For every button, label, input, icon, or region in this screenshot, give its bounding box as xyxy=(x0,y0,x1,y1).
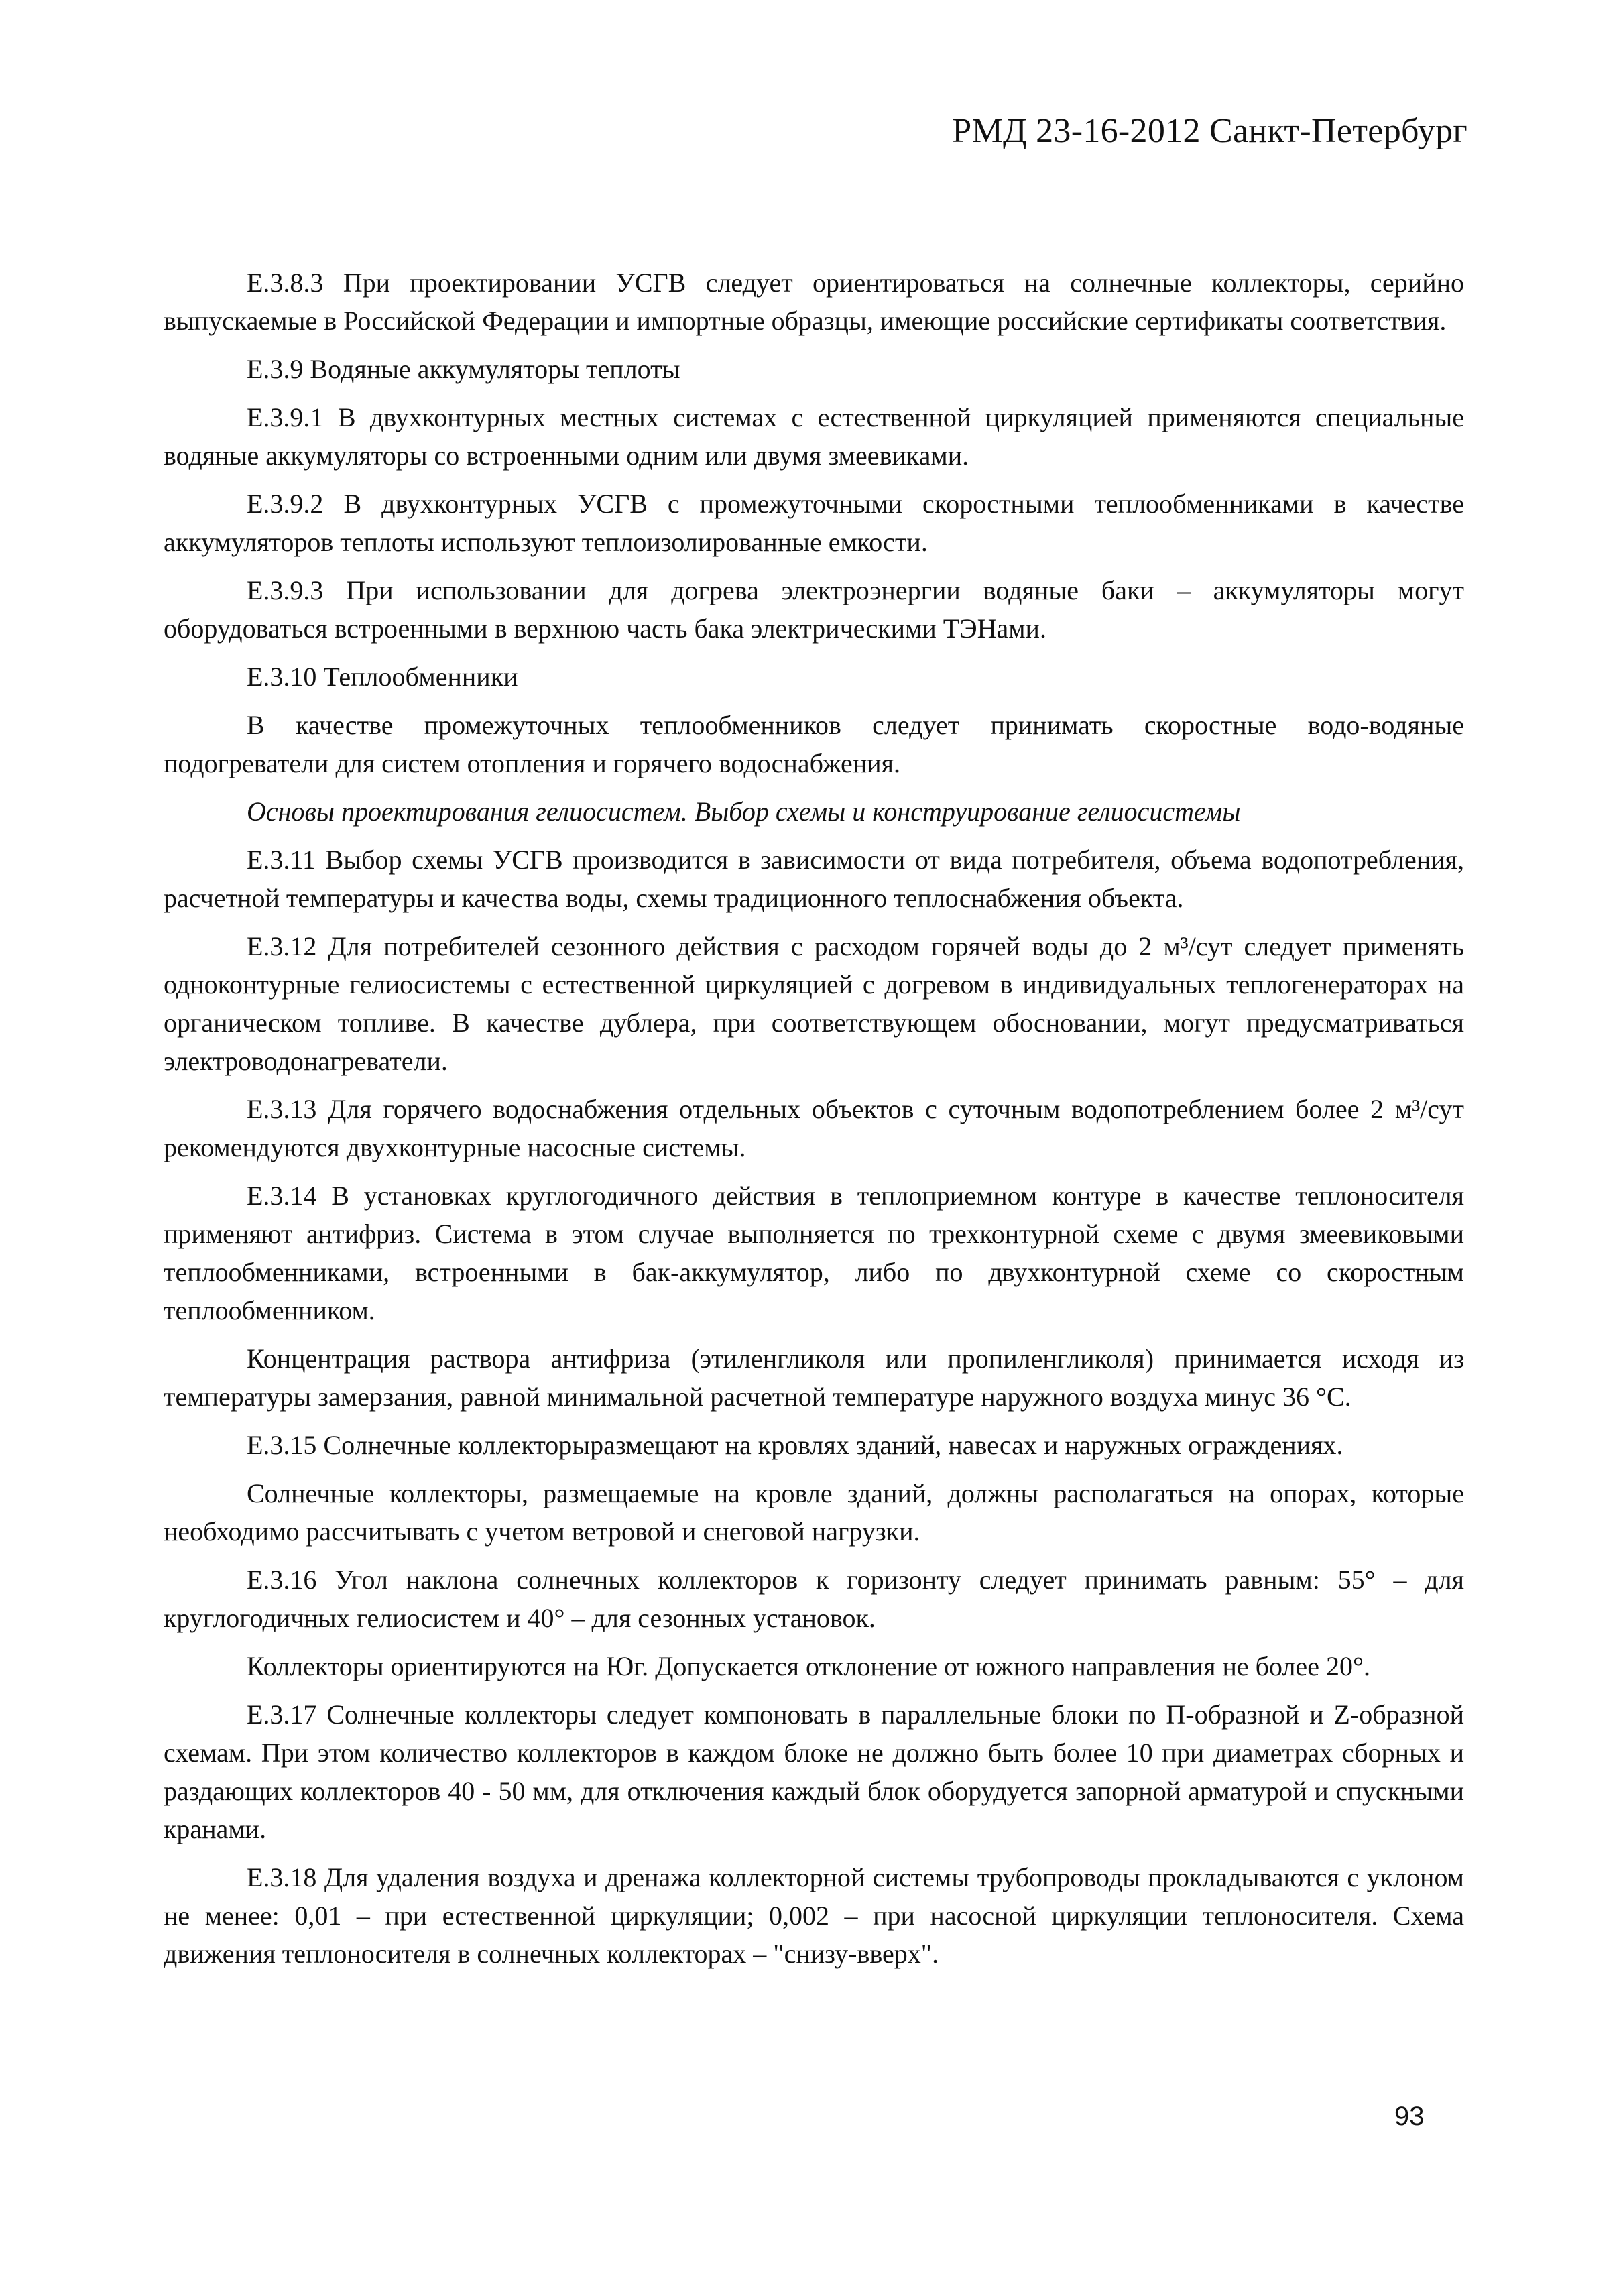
heading-e-3-9: Е.3.9 Водяные аккумуляторы теплоты xyxy=(247,354,680,384)
paragraph-e-3-16: Е.3.16 Угол наклона солнечных коллекторов к горизонту следует принимать равным: 55° – для круглогодичных гелиосистем и 40° – для сезонных установок. xyxy=(164,1565,1464,1633)
paragraph-roof-collectors: Солнечные коллекторы, размещаемые на кровле зданий, должны располагаться на опорах, которые необходимо рассчитывать с учетом ветровой и снеговой нагрузки. xyxy=(164,1478,1464,1547)
heading-e-3-10: Е.3.10 Теплообменники xyxy=(247,662,518,692)
paragraph-orientation: Коллекторы ориентируются на Юг. Допускается отклонение от южного направления не более 20°. xyxy=(247,1651,1370,1681)
paragraph-e-3-11: Е.3.11 Выбор схемы УСГВ производится в зависимости от вида потребителя, объема водопотребления, расчетной температуры и качества воды, схемы традиционного теплоснабжения объекта. xyxy=(164,845,1464,913)
paragraph-e-3-8-3: Е.3.8.3 При проектировании УСГВ следует ориентироваться на солнечные коллекторы, серийно выпускаемые в Российской Федерации и импортные образцы, имеющие российские сертификаты соответствия. xyxy=(164,267,1464,336)
paragraph-e-3-15: Е.3.15 Солнечные коллекторыразмещают на кровлях зданий, навесах и наружных ограждениях. xyxy=(247,1430,1343,1460)
paragraph-e-3-13: Е.3.13 Для горячего водоснабжения отдельных объектов с суточным водопотреблением более 2 м³/сут рекомендуются двухконтурные насосные системы. xyxy=(164,1094,1464,1162)
paragraph-antifreeze: Концентрация раствора антифриза (этиленгликоля или пропиленгликоля) принимается исходя из температуры замерзания, равной минимальной расчетной температуре наружного воздуха минус 36 °С. xyxy=(164,1343,1464,1412)
document-body xyxy=(164,263,1464,1983)
paragraph-e-3-12: Е.3.12 Для потребителей сезонного действия с расходом горячей воды до 2 м³/сут следует применять одноконтурные гелиосистемы с естественной циркуляцией с догревом в индивидуальных теплогенераторах на органическом топливе. В качестве дублера, при соответствующем обосновании, могут предусматриваться электроводонагреватели. xyxy=(164,931,1464,1076)
paragraph-e-3-9-3: Е.3.9.3 При использовании для догрева электроэнергии водяные баки – аккумуляторы могут оборудоваться встроенными в верхнюю часть бака электрическими ТЭНами. xyxy=(164,575,1464,644)
paragraph-e-3-14: Е.3.14 В установках круглогодичного действия в теплоприемном контуре в качестве теплоносителя применяют антифриз. Система в этом случае выполняется по трехконтурной схеме с двумя змеевиковыми теплообменниками, встроенными в бак-аккумулятор, либо по двухконтурной схеме со скоростным теплообменником. xyxy=(164,1181,1464,1325)
paragraph-e-3-17: Е.3.17 Солнечные коллекторы следует компоновать в параллельные блоки по П-образной и Z-образной схемам. При этом количество коллекторов в каждом блоке не должно быть более 10 при диаметрах сборных и раздающих коллекторов 40 - 50 мм, для отключения каждый блок оборудуется запорной арматурой и спускными кранами. xyxy=(164,1699,1464,1844)
paragraph-e-3-9-2: Е.3.9.2 В двухконтурных УСГВ с промежуточными скоростными теплообменниками в качестве аккумуляторов теплоты используют теплоизолированные емкости. xyxy=(164,489,1464,557)
paragraph-e-3-18: Е.3.18 Для удаления воздуха и дренажа коллекторной системы трубопроводы прокладываются с уклоном не менее: 0,01 – при естественной циркуляции; 0,002 – при насосной циркуляции теплоносителя. Схема движения теплоносителя в солнечных коллекторах – "снизу-вверх". xyxy=(164,1862,1464,1969)
document-header: РМД 23-16-2012 Санкт-Петербург xyxy=(952,112,1467,150)
section-subheading: Основы проектирования гелиосистем. Выбор схемы и конструирование гелиосистемы xyxy=(247,796,1241,827)
paragraph-e-3-9-1: Е.3.9.1 В двухконтурных местных системах с естественной циркуляцией применяются специальные водяные аккумуляторы со встроенными одним или двумя змеевиками. xyxy=(164,402,1464,471)
paragraph-heat-exchangers: В качестве промежуточных теплообменников следует принимать скоростные водо-водяные подогреватели для систем отопления и горячего водоснабжения. xyxy=(164,710,1464,778)
page-number: 93 xyxy=(1394,2102,1425,2131)
